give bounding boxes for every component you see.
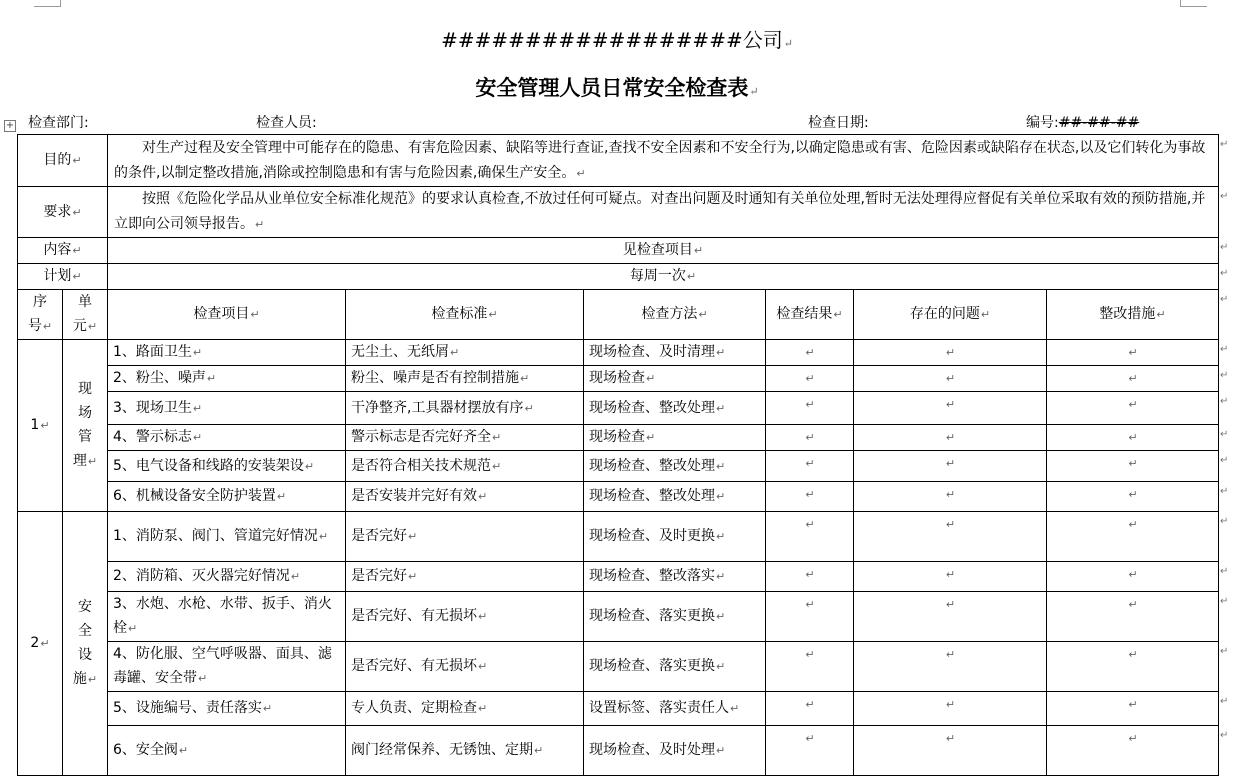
requirement-text[interactable]: 按照《危险化学品从业单位安全标准化规范》的要求认真检查,不放过任何可疑点。对查出问题及时通知有关单位处理,暂时无法处理得应督促有关单位采取有效的预防措施,并立即向公司领导报告。↵	[108, 187, 1219, 238]
row-end-mark: ↵	[1220, 241, 1229, 253]
cell-result[interactable]: ↵	[766, 392, 854, 425]
table-row	[18, 366, 1219, 392]
header-measure: 整改措施↵	[1047, 290, 1219, 340]
cell-result[interactable]: ↵	[766, 366, 854, 392]
cell-problem[interactable]: ↵	[854, 366, 1047, 392]
cell-method[interactable]: 现场检查、整改处理↵	[584, 392, 766, 425]
table-row	[18, 692, 1219, 726]
table-move-handle-icon[interactable]: +	[5, 120, 15, 131]
date-label: 检查日期:	[808, 115, 869, 131]
cell-result[interactable]: ↵	[766, 562, 854, 592]
row-end-mark: ↵	[1220, 267, 1229, 279]
header-standard: 检查标准↵	[346, 290, 584, 340]
cell-method[interactable]: 现场检查、及时更换↵	[584, 512, 766, 562]
cell-result[interactable]: ↵	[766, 482, 854, 512]
cell-standard[interactable]: 是否符合相关技术规范↵	[346, 451, 584, 482]
cell-standard[interactable]: 是否完好、有无损坏↵	[346, 642, 584, 692]
cell-standard[interactable]: 干净整齐,工具器材摆放有序↵	[346, 392, 584, 425]
cell-method[interactable]: 现场检查、落实更换↵	[584, 642, 766, 692]
inspector-label: 检查人员:	[256, 115, 317, 131]
cell-method[interactable]: 现场检查、整改处理↵	[584, 451, 766, 482]
inspection-table	[17, 134, 1219, 776]
code-field	[1026, 112, 1139, 132]
cell-problem[interactable]: ↵	[854, 592, 1047, 642]
cell-problem[interactable]: ↵	[854, 512, 1047, 562]
content-label: 内容↵	[18, 238, 108, 264]
table-row	[18, 482, 1219, 512]
plan-value[interactable]: 每周一次↵	[108, 264, 1219, 290]
cell-result[interactable]: ↵	[766, 726, 854, 776]
cell-item[interactable]: 2、消防箱、灭火器完好情况↵	[108, 562, 346, 592]
cell-problem[interactable]: ↵	[854, 392, 1047, 425]
header-result: 检查结果↵	[766, 290, 854, 340]
form-title: 安全管理人员日常安全检查表↵	[475, 75, 759, 100]
cell-measure[interactable]: ↵	[1047, 392, 1219, 425]
cell-method[interactable]: 现场检查、及时处理↵	[584, 726, 766, 776]
row-unit: 现 场 管 理↵	[63, 340, 108, 512]
row-end-mark: ↵	[1220, 645, 1229, 657]
purpose-label: 目的↵	[18, 135, 108, 187]
content-row	[18, 238, 1219, 264]
cell-method[interactable]: 现场检查、整改落实↵	[584, 562, 766, 592]
cell-item[interactable]: 6、机械设备安全防护装置↵	[108, 482, 346, 512]
cell-standard[interactable]: 是否安装并完好有效↵	[346, 482, 584, 512]
header-seq: 序 号↵	[18, 290, 63, 340]
cell-item[interactable]: 4、防化服、空气呼吸器、面具、滤毒罐、安全带↵	[108, 642, 346, 692]
cell-standard[interactable]: 无尘土、无纸屑↵	[346, 340, 584, 366]
cell-item[interactable]: 6、安全阀↵	[108, 726, 346, 776]
cell-method[interactable]: 现场检查、及时清理↵	[584, 340, 766, 366]
cell-result[interactable]: ↵	[766, 425, 854, 451]
cell-item[interactable]: 1、路面卫生↵	[108, 340, 346, 366]
cell-problem[interactable]: ↵	[854, 726, 1047, 776]
cell-standard[interactable]: 警示标志是否完好齐全↵	[346, 425, 584, 451]
row-end-mark: ↵	[1220, 190, 1229, 202]
table-row	[18, 642, 1219, 692]
cell-result[interactable]: ↵	[766, 692, 854, 726]
dept-label: 检查部门:	[28, 115, 89, 131]
row-end-mark: ↵	[1220, 395, 1229, 407]
cell-standard[interactable]: 阀门经常保养、无锈蚀、定期↵	[346, 726, 584, 776]
row-end-mark: ↵	[1220, 485, 1229, 497]
cell-problem[interactable]: ↵	[854, 425, 1047, 451]
cell-measure[interactable]: ↵	[1047, 425, 1219, 451]
cell-method[interactable]: 现场检查↵	[584, 366, 766, 392]
cell-item[interactable]: 4、警示标志↵	[108, 425, 346, 451]
cell-problem[interactable]: ↵	[854, 340, 1047, 366]
plan-label: 计划↵	[18, 264, 108, 290]
cell-standard[interactable]: 是否完好↵	[346, 512, 584, 562]
row-end-mark: ↵	[1220, 293, 1229, 305]
cell-item[interactable]: 5、电气设备和线路的安装架设↵	[108, 451, 346, 482]
cell-standard[interactable]: 专人负责、定期检查↵	[346, 692, 584, 726]
cell-measure[interactable]: ↵	[1047, 512, 1219, 562]
row-end-mark: ↵	[1220, 428, 1229, 440]
table-row	[18, 451, 1219, 482]
cell-standard[interactable]: 粉尘、噪声是否有控制措施↵	[346, 366, 584, 392]
cell-item[interactable]: 5、设施编号、责任落实↵	[108, 692, 346, 726]
cell-measure[interactable]: ↵	[1047, 451, 1219, 482]
cell-problem[interactable]: ↵	[854, 482, 1047, 512]
page-corner-mark-right	[1180, 0, 1207, 7]
cell-problem[interactable]: ↵	[854, 451, 1047, 482]
row-unit: 安 全 设 施↵	[63, 512, 108, 776]
row-end-mark: ↵	[1220, 595, 1229, 607]
row-end-mark: ↵	[1220, 565, 1229, 577]
table-row	[18, 425, 1219, 451]
cell-measure[interactable]: ↵	[1047, 366, 1219, 392]
content-value[interactable]: 见检查项目↵	[108, 238, 1219, 264]
cell-result[interactable]: ↵	[766, 512, 854, 562]
header-unit: 单 元↵	[63, 290, 108, 340]
row-end-mark: ↵	[1220, 515, 1229, 527]
cell-result[interactable]: ↵	[766, 642, 854, 692]
cell-method[interactable]: 现场检查、落实更换↵	[584, 592, 766, 642]
cell-result[interactable]: ↵	[766, 592, 854, 642]
cell-measure[interactable]: ↵	[1047, 642, 1219, 692]
header-item: 检查项目↵	[108, 290, 346, 340]
inspection-groups	[18, 340, 1219, 776]
cell-measure[interactable]: ↵	[1047, 482, 1219, 512]
cell-measure[interactable]: ↵	[1047, 340, 1219, 366]
row-end-mark: ↵	[1220, 454, 1229, 466]
cell-standard[interactable]: 是否完好↵	[346, 562, 584, 592]
page-corner-mark-left	[34, 0, 61, 7]
cell-measure[interactable]: ↵	[1047, 692, 1219, 726]
table-row	[18, 592, 1219, 642]
cell-result[interactable]: ↵	[766, 451, 854, 482]
table-row	[18, 562, 1219, 592]
row-end-mark: ↵	[1220, 138, 1229, 150]
cell-method[interactable]: 现场检查、整改处理↵	[584, 482, 766, 512]
table-row	[18, 340, 1219, 366]
cell-method[interactable]: 现场检查↵	[584, 425, 766, 451]
purpose-text[interactable]: 对生产过程及安全管理中可能存在的隐患、有害危险因素、缺陷等进行查证,查找不安全因素和不安全行为,以确定隐患或有害、危险因素或缺陷存在状态,以及它们转化为事故的条件,以制定整改措施,消除或控制隐患和有害与危险因素,确保生产安全。↵	[108, 135, 1219, 187]
cell-method[interactable]: 设置标签、落实责任人↵	[584, 692, 766, 726]
cell-standard[interactable]: 是否完好、有无损坏↵	[346, 592, 584, 642]
cell-item[interactable]: 3、现场卫生↵	[108, 392, 346, 425]
company-name: ##################公司↵	[441, 28, 793, 52]
cell-measure[interactable]: ↵	[1047, 592, 1219, 642]
code-value: ##-##-##	[1058, 115, 1140, 131]
requirement-row	[18, 187, 1219, 238]
cell-item[interactable]: 1、消防泵、阀门、管道完好情况↵	[108, 512, 346, 562]
header-row	[18, 290, 1219, 340]
table-row	[18, 726, 1219, 776]
table-row	[18, 392, 1219, 425]
purpose-row	[18, 135, 1219, 187]
header-problem: 存在的问题↵	[854, 290, 1047, 340]
cell-result[interactable]: ↵	[766, 340, 854, 366]
cell-measure[interactable]: ↵	[1047, 562, 1219, 592]
row-seq: 2↵	[18, 512, 63, 776]
row-seq: 1↵	[18, 340, 63, 512]
code-label: 编号:	[1026, 115, 1059, 131]
cell-item[interactable]: 3、水炮、水枪、水带、扳手、消火栓↵	[108, 592, 346, 642]
row-end-mark: ↵	[1220, 343, 1229, 355]
requirement-label: 要求↵	[18, 187, 108, 238]
header-method: 检查方法↵	[584, 290, 766, 340]
plan-row	[18, 264, 1219, 290]
cell-problem[interactable]: ↵	[854, 642, 1047, 692]
row-end-mark: ↵	[1220, 369, 1229, 381]
cell-problem[interactable]: ↵	[854, 562, 1047, 592]
cell-item[interactable]: 2、粉尘、噪声↵	[108, 366, 346, 392]
row-end-mark: ↵	[1220, 695, 1229, 707]
cell-measure[interactable]: ↵	[1047, 726, 1219, 776]
table-row	[18, 512, 1219, 562]
row-end-mark: ↵	[1220, 729, 1229, 741]
cell-problem[interactable]: ↵	[854, 692, 1047, 726]
